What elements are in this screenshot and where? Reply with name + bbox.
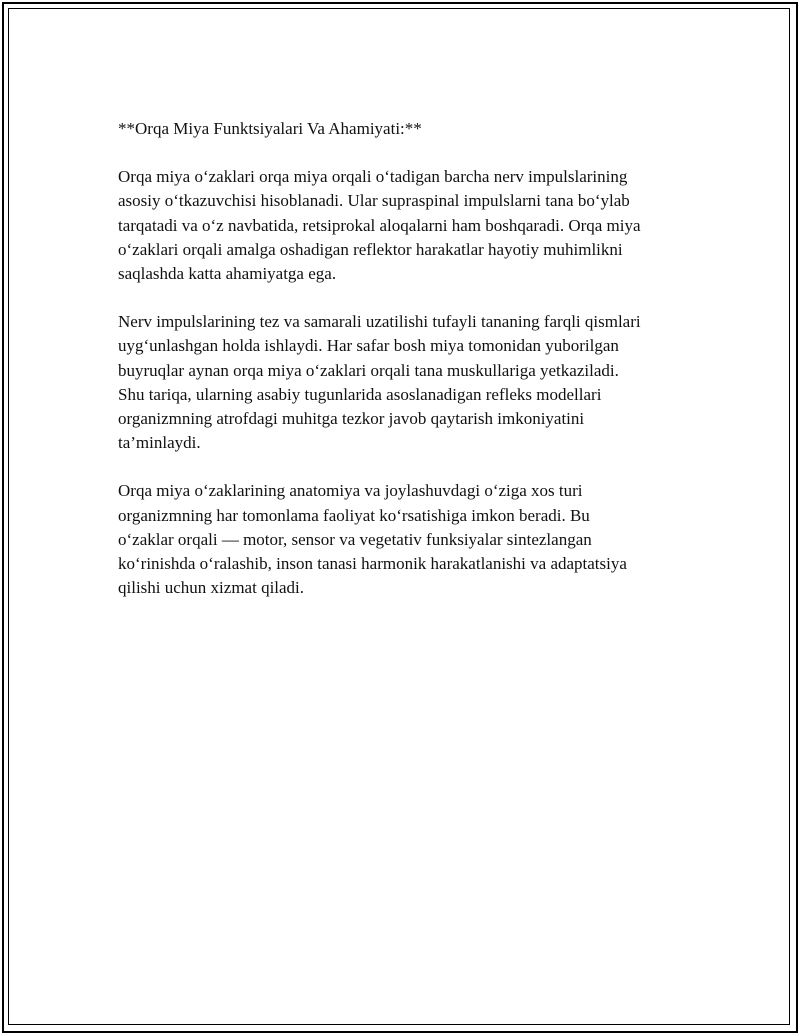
- paragraph-line: o‘zaklari orqali amalga oshadigan reflektor harakatlar hayotiy muhimlikni: [118, 239, 623, 259]
- paragraph-line: ko‘rinishda o‘ralashib, inson tanasi harmonik harakatlanishi va adaptatsiya: [118, 554, 627, 574]
- paragraph-line: ta’minlaydi.: [118, 433, 201, 453]
- paragraph-line: saqlashda katta ahamiyatga ega.: [118, 264, 337, 284]
- paragraph-line: Shu tariqa, ularning asabiy tugunlarida asoslanadigan refleks modellari: [118, 384, 602, 404]
- paragraph-line: uyg‘unlashgan holda ishlaydi. Har safar bosh miya tomonidan yuborilgan: [118, 336, 619, 356]
- paragraph-line: o‘zaklar orqali — motor, sensor va vegetativ funksiyalar sintezlangan: [118, 529, 592, 549]
- paragraph-2: [118, 310, 698, 455]
- paragraph-line: Orqa miya o‘zaklari orqa miya orqali o‘tadigan barcha nerv impulslarining: [118, 167, 628, 187]
- document-title: **Orqa Miya Funktsiyalari Va Ahamiyati:**: [118, 119, 422, 138]
- paragraph-line: Orqa miya o‘zaklarining anatomiya va joylashuvdagi o‘ziga xos turi: [118, 481, 583, 501]
- paragraph-3: [118, 479, 698, 600]
- document-body: [118, 117, 698, 624]
- paragraph-line: tarqatadi va o‘z navbatida, retsiprokal aloqalarni ham boshqaradi. Orqa miya: [118, 215, 641, 235]
- paragraph-line: asosiy o‘tkazuvchisi hisoblanadi. Ular supraspinal impulslarni tana bo‘ylab: [118, 191, 630, 211]
- paragraph-line: qilishi uchun xizmat qiladi.: [118, 578, 305, 598]
- paragraph-1: [118, 165, 698, 286]
- paragraph-line: Nerv impulslarining tez va samarali uzatilishi tufayli tananing farqli qismlari: [118, 312, 641, 332]
- paragraph-line: buyruqlar aynan orqa miya o‘zaklari orqali tana muskullariga yetkaziladi.: [118, 360, 619, 380]
- paragraph-line: organizmning har tomonlama faoliyat ko‘rsatishiga imkon beradi. Bu: [118, 505, 590, 525]
- paragraph-line: organizmning atrofdagi muhitga tezkor javob qaytarish imkoniyatini: [118, 409, 585, 429]
